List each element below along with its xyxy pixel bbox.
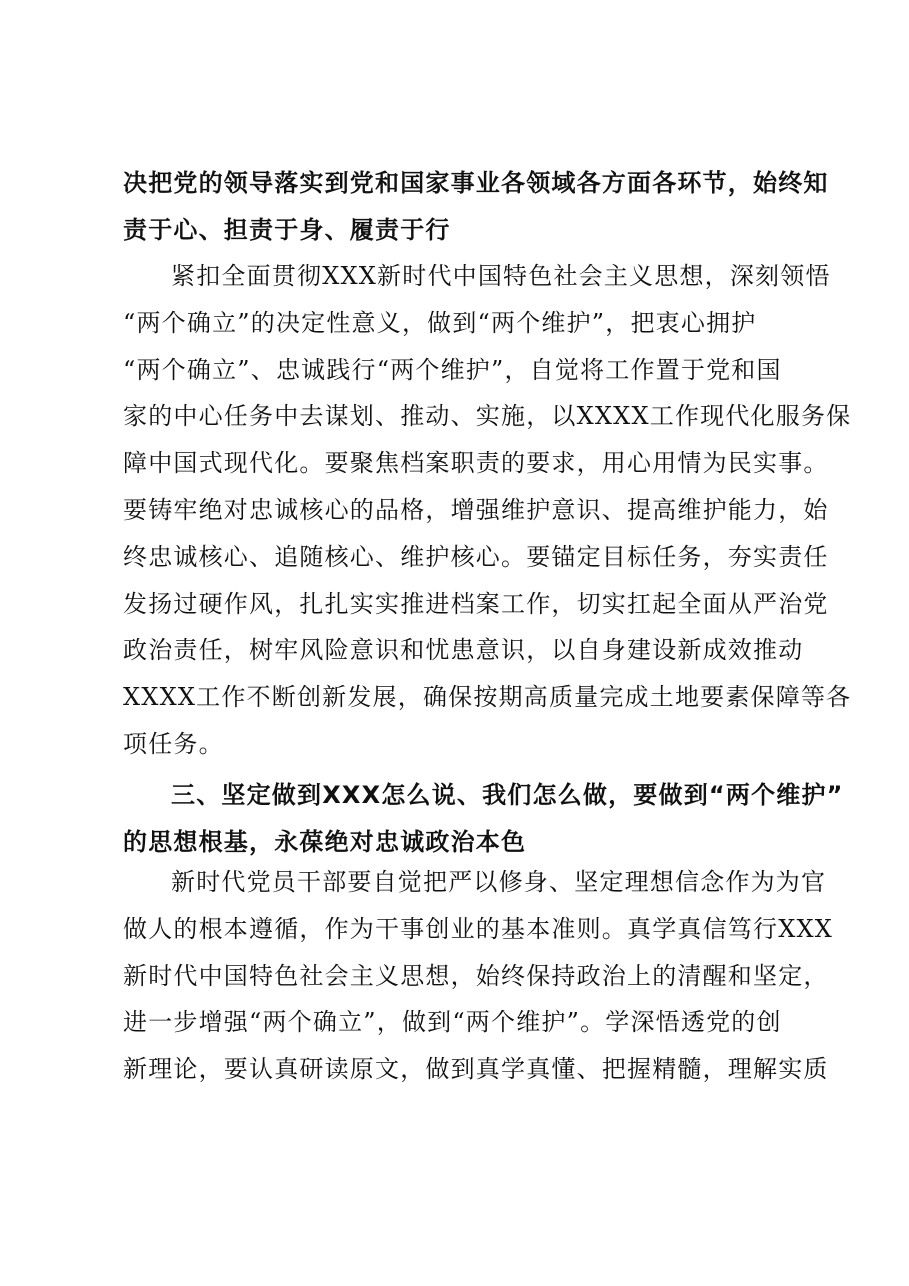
paragraph-line: XXXX工作不断创新发展，确保按期高质量完成土地要素保障等各 (123, 683, 852, 712)
paragraph-2 (123, 859, 834, 1093)
paragraph-line: 紧扣全面贯彻XXX新时代中国特色社会主义思想，深刻领悟 (171, 262, 831, 290)
heading-line: 决把党的领导落实到党和国家事业各领域各方面各环节，始终知 (123, 169, 829, 197)
heading-line: 责于心、担责于身、履责于行 (123, 215, 451, 244)
paragraph-line: 进一步增强“两个确立”，做到“两个维护”。学深悟透党的创 (123, 1008, 782, 1037)
paragraph-line: 终忠诚核心、追随核心、维护核心。要锚定目标任务，夯实责任 (123, 542, 829, 571)
paragraph-line: 项任务。 (123, 729, 224, 758)
paragraph-line: 要铸牢绝对忠诚核心的品格，增强维护意识、提高维护能力，始 (123, 495, 829, 524)
paragraph-line: 新理论，要认真研读原文，做到真学真懂、把握精髓，理解实质 (123, 1055, 829, 1084)
paragraph-line: “两个确立”的决定性意义，做到“两个维护”，把衷心拥护 (123, 308, 757, 337)
heading-line: 的思想根基，永葆绝对忠诚政治本色 (123, 827, 527, 856)
paragraph-line: 家的中心任务中去谋划、推动、实施，以XXXX工作现代化服务保 (123, 402, 852, 431)
paragraph-line: 新时代中国特色社会主义思想，始终保持政治上的清醒和坚定， (123, 961, 829, 990)
paragraph-line: “两个确立”、忠诚践行“两个维护”，自觉将工作置于党和国 (123, 355, 782, 384)
paragraph-line: 发扬过硬作风，扎扎实实推进档案工作，切实扛起全面从严治党 (123, 589, 829, 618)
heading-line: 三、坚定做到XXX怎么说、我们怎么做，要做到“两个维护” (171, 781, 844, 809)
paragraph-line: 政治责任，树牢风险意识和忧患意识，以自身建设新成效推动 (123, 636, 804, 665)
paragraph-line: 做人的根本遵循，作为干事创业的基本准则。真学真信笃行XXX (123, 914, 834, 943)
section-heading-3 (123, 772, 844, 866)
paragraph-line: 新时代党员干部要自觉把严以修身、坚定理想信念作为为官 (171, 868, 827, 896)
paragraph-line: 障中国式现代化。要聚焦档案职责的要求，用心用情为民实事。 (123, 449, 829, 478)
paragraph-1 (123, 253, 852, 768)
heading-continuation (123, 160, 829, 254)
